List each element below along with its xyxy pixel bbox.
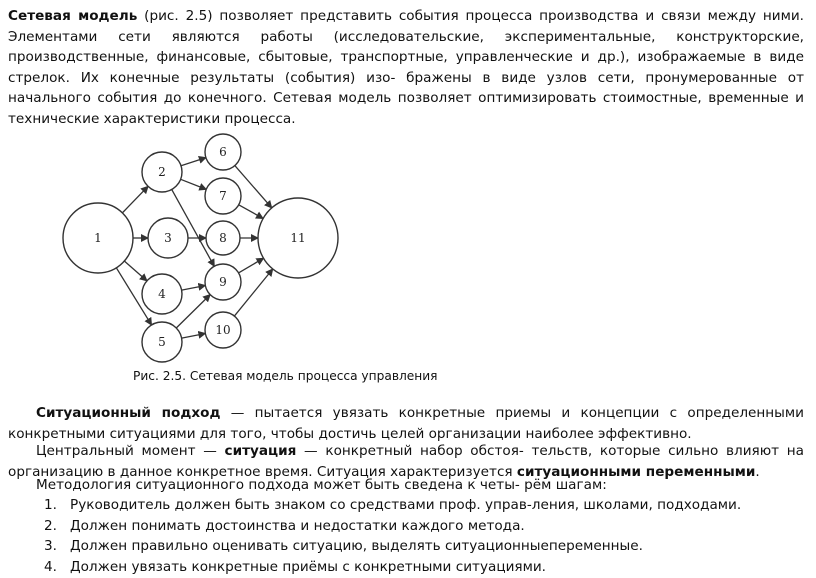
network-edge <box>182 333 206 338</box>
node-label: 2 <box>158 165 166 179</box>
central-paragraph: Центральный момент — ситуация — конкретный набор обстоя- тельств, которые сильно влияют на организацию в данное конкретное время. Ситуация характеризуется ситуационными переменными. <box>8 443 804 480</box>
node-label: 10 <box>215 323 231 337</box>
steps-list <box>8 495 804 578</box>
situational-variables-term: ситуационными переменными <box>516 463 756 480</box>
node-label: 8 <box>219 231 227 245</box>
list-item: 1. Руководитель должен быть знаком со средствами проф. управ-ления, школами, подходами. <box>44 497 742 513</box>
network-edge <box>122 186 148 213</box>
node-label: 5 <box>158 335 166 349</box>
central-lead: Центральный момент — <box>36 443 225 459</box>
intro-text: (рис. 2.5) позволяет представить события процесса производства и связи между ними. Элементами сети являются работы (исследовательские, экспериментальные, конструкторские, производственные, финансовые, сбытовые, транспортные, управленческие и др.), изображаемые в виде стрелок. Их конечные результаты (события) изо- бражены в виде узлов сети, пронумерованные от начального события до конечного. Сетевая модель позволяет оптимизировать стоимостные, временные и технические характеристики процесса. <box>8 8 804 127</box>
central-text: — конкретный набор обстоя- тельств, которые сильно влияют на организацию в данное конкретное время. Ситуация характеризуется <box>8 443 804 480</box>
list-item: 4. Должен увязать конкретные приёмы с конкретными ситуациями. <box>44 559 546 576</box>
network-edge <box>124 261 147 281</box>
node-label: 6 <box>219 145 227 159</box>
network-edge <box>181 158 206 166</box>
node-label: 1 <box>94 231 102 245</box>
figure-caption: Рис. 2.5. Сетевая модель процесса управления <box>133 369 438 383</box>
list-item: 2. Должен понимать достоинства и недостатки каждого метода. <box>44 517 525 534</box>
network-model-term: Сетевая модель <box>8 8 138 24</box>
network-edge <box>181 179 207 189</box>
node-label: 3 <box>164 231 172 245</box>
node-label: 11 <box>290 231 306 245</box>
method-intro: Методология ситуационного подхода может быть сведена к четы- рём шагам: <box>36 477 607 493</box>
list-item: 3. Должен правильно оценивать ситуацию, выделять ситуационныепеременные. <box>44 538 643 555</box>
situational-text: — пытается увязать конкретные приемы и концепции с определенными конкретными ситуациями для того, чтобы достичь целей организации наиболее эффективно. <box>8 405 804 442</box>
situational-term: Ситуационный подход <box>36 405 221 421</box>
network-diagram <box>60 124 420 364</box>
situation-term: ситуация <box>224 443 297 459</box>
node-label: 4 <box>158 287 166 301</box>
network-edge <box>239 205 263 219</box>
node-label: 9 <box>219 275 227 289</box>
network-edge <box>182 285 206 290</box>
situational-paragraph <box>8 403 804 444</box>
intro-paragraph <box>8 6 804 129</box>
node-label: 7 <box>219 189 227 203</box>
network-edge <box>239 258 264 273</box>
